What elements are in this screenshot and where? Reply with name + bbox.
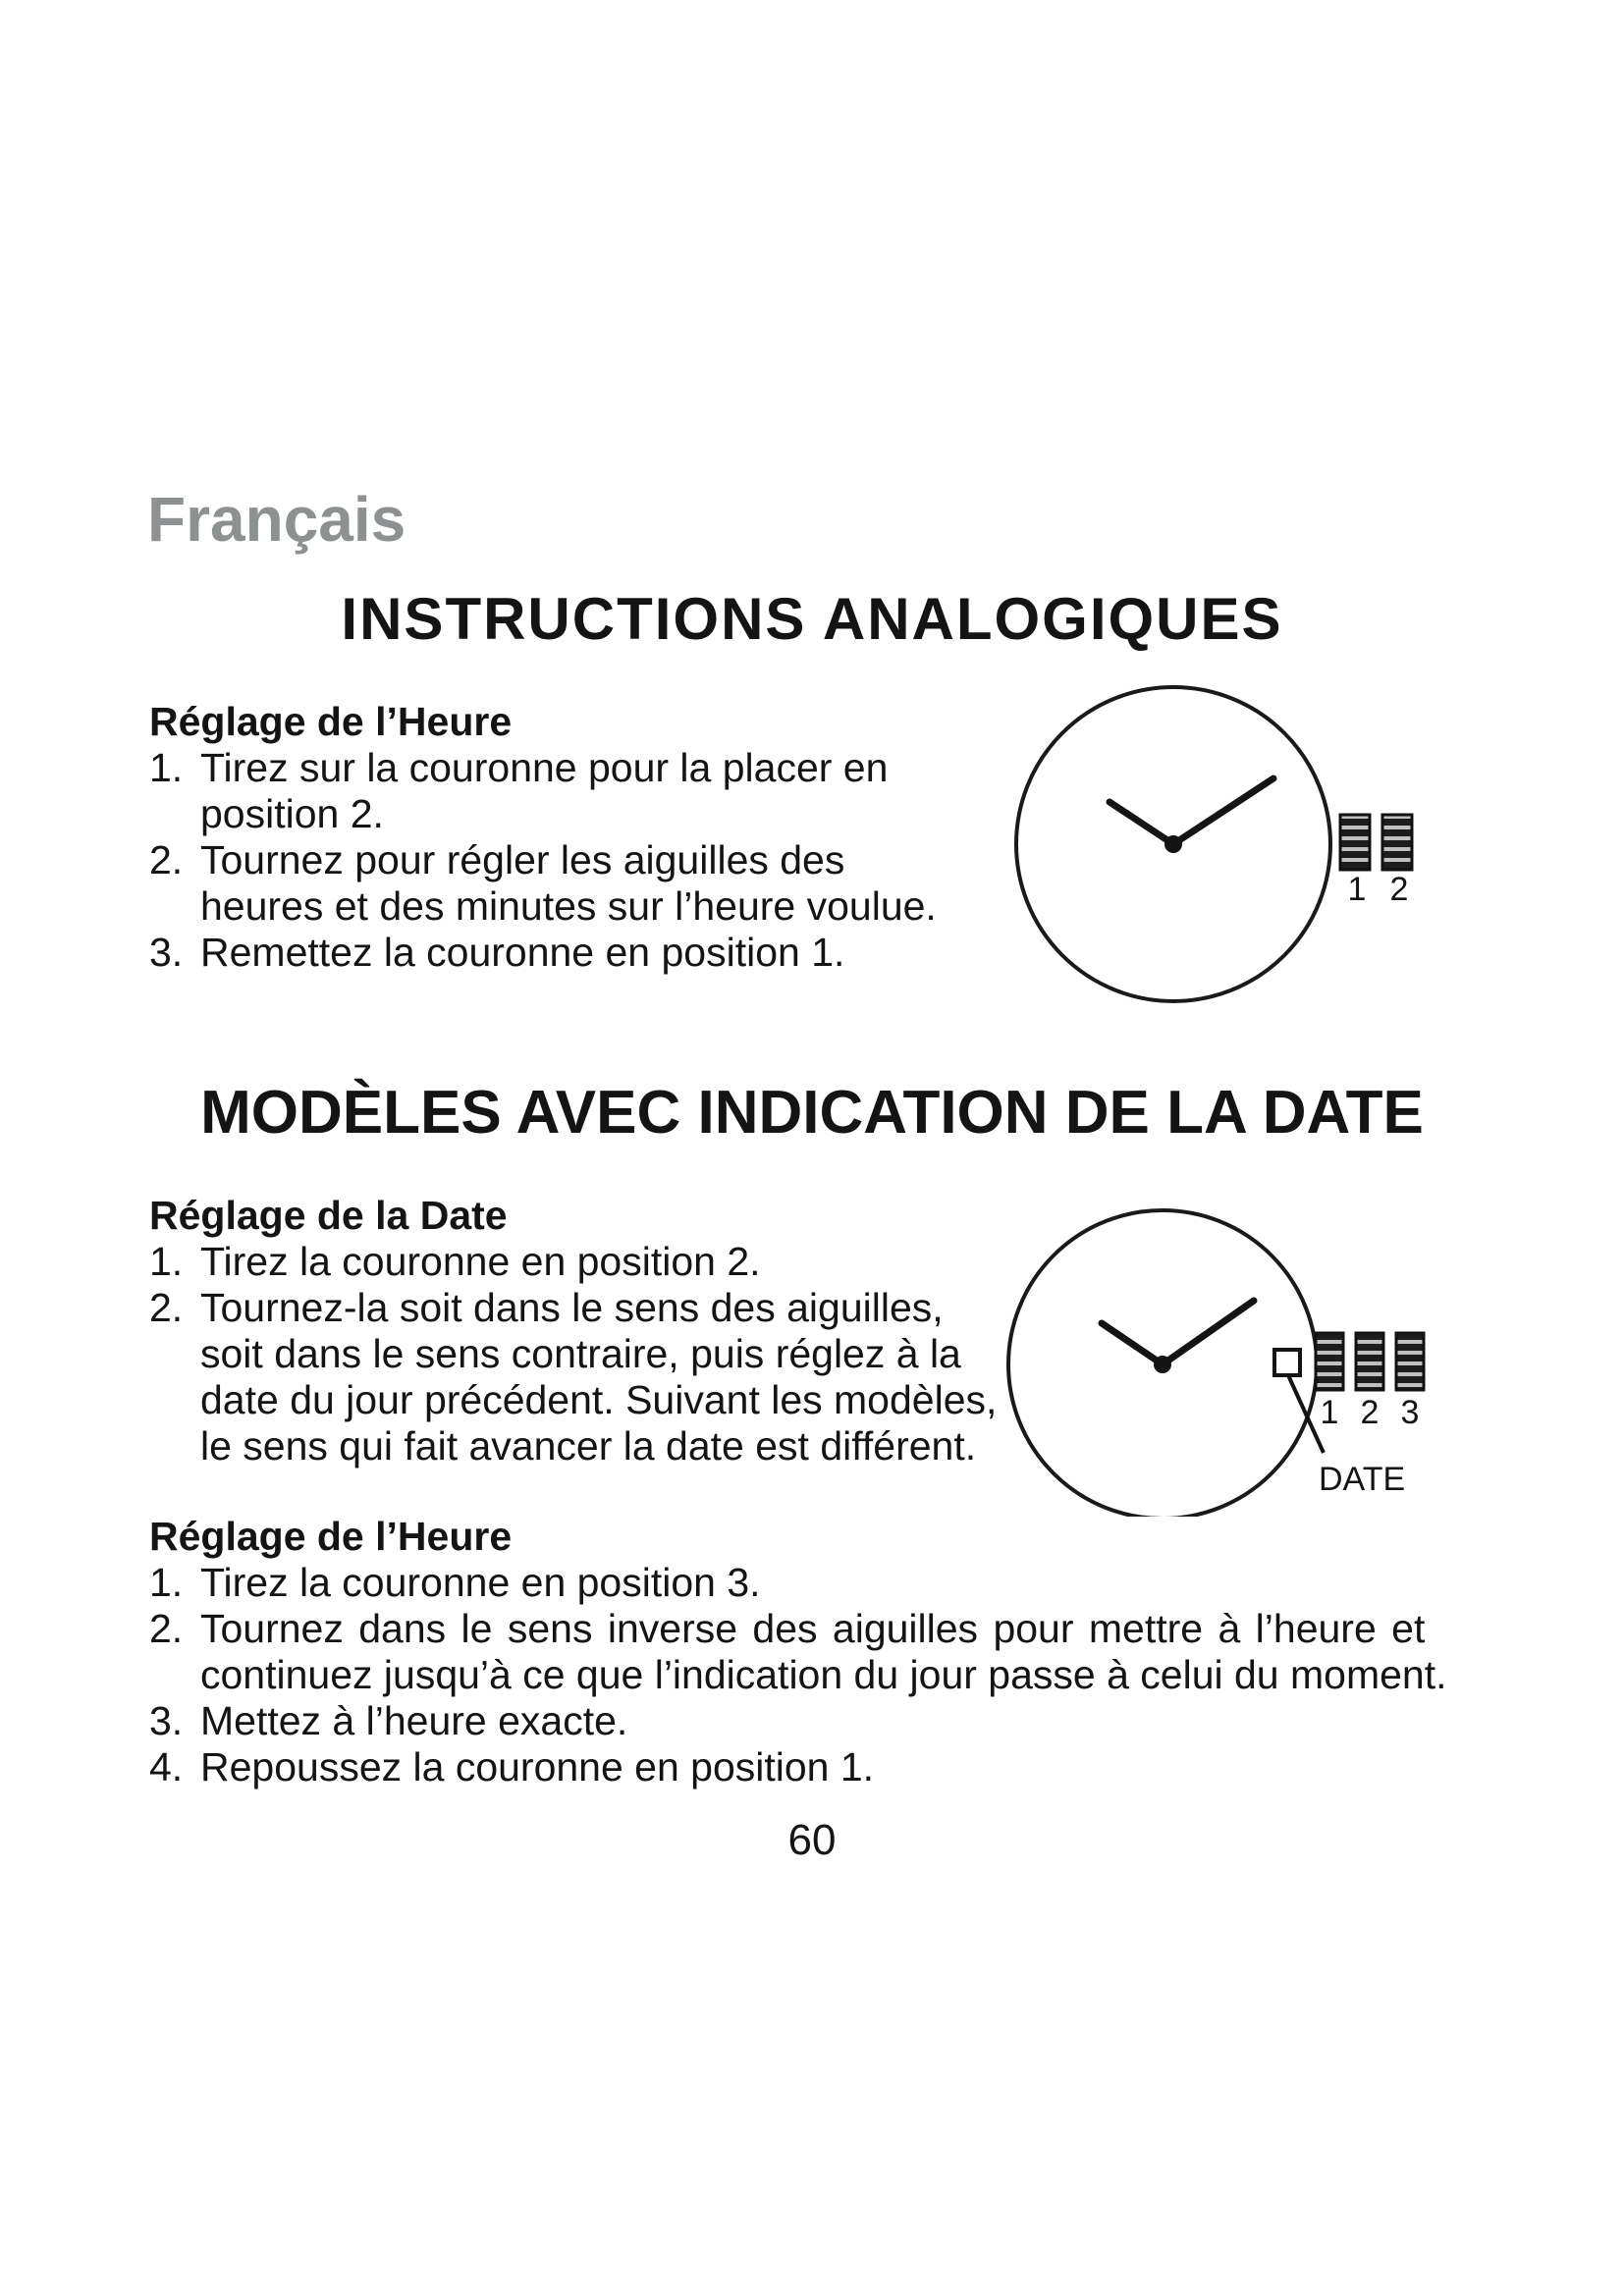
hands-hub [1164, 835, 1182, 853]
item-number: 1. [149, 1560, 184, 1605]
watch-diagram-date [992, 1193, 1473, 1517]
date-window-label: DATE [1319, 1461, 1406, 1498]
item-line: soit dans le sens contraire, puis réglez à la [200, 1331, 961, 1376]
list-item [149, 1698, 1447, 1744]
item-line: continuez jusqu’à ce que l’indication du jour passe à celui du moment. [200, 1652, 1447, 1697]
item-line: position 2. [200, 791, 384, 836]
item-number: 2. [149, 1285, 184, 1330]
item-line: Tournez-la soit dans le sens des aiguilles, [200, 1285, 944, 1330]
date-model-time-setting-block [149, 1514, 1447, 1790]
crown-position-2 [1382, 815, 1412, 870]
crown-position-2-label: 2 [1360, 1394, 1380, 1431]
date-setting-block [149, 1193, 997, 1469]
item-number: 1. [149, 1239, 184, 1284]
section-title-analog: INSTRUCTIONS ANALOGIQUES [341, 586, 1283, 652]
item-line: Tirez la couronne en position 3. [200, 1560, 761, 1605]
list-item [149, 1239, 997, 1285]
section-title-date-models: MODÈLES AVEC INDICATION DE LA DATE [200, 1079, 1424, 1147]
crown-position-1-label: 1 [1347, 871, 1367, 908]
item-line: Tirez la couronne en position 2. [200, 1239, 761, 1284]
item-number: 3. [149, 930, 184, 975]
item-number: 4. [149, 1744, 184, 1789]
list-item [149, 1560, 1447, 1606]
subsection-heading: Réglage de l’Heure [149, 699, 513, 744]
list-item [149, 1285, 997, 1469]
item-line: Repoussez la couronne en position 1. [200, 1744, 875, 1789]
list-item [149, 745, 937, 837]
hands-hub [1154, 1356, 1171, 1373]
crown-position-2-label: 2 [1389, 871, 1409, 908]
item-line: Tirez sur la couronne pour la placer en [200, 745, 889, 790]
language-label: Français [147, 484, 406, 555]
analog-time-setting-block [149, 699, 937, 976]
watch-diagram-analog [992, 667, 1463, 1021]
item-line: Remettez la couronne en position 1. [200, 930, 845, 975]
item-line: Tournez pour régler les aiguilles des [200, 837, 845, 882]
crown-position-1-label: 1 [1320, 1394, 1339, 1431]
item-number: 3. [149, 1698, 184, 1743]
crown-position-2 [1356, 1333, 1383, 1390]
item-line: heures et des minutes sur l’heure voulue. [200, 883, 937, 929]
item-number: 1. [149, 745, 184, 790]
subsection-heading: Réglage de la Date [149, 1193, 508, 1238]
item-line: le sens qui fait avancer la date est différent. [200, 1423, 977, 1468]
item-number: 2. [149, 1606, 184, 1651]
list-item [149, 1744, 1447, 1790]
item-line: Mettez à l’heure exacte. [200, 1698, 628, 1743]
crown-position-3-label: 3 [1400, 1394, 1420, 1431]
subsection-heading: Réglage de l’Heure [149, 1514, 513, 1559]
crown-position-1 [1316, 1333, 1343, 1390]
item-line: date du jour précédent. Suivant les modèles, [200, 1377, 998, 1422]
item-number: 2. [149, 837, 184, 882]
list-item [149, 930, 937, 976]
crown-position-1 [1340, 815, 1370, 870]
list-item [149, 1606, 1447, 1698]
crown-position-3 [1396, 1333, 1424, 1390]
page-number: 60 [787, 1816, 837, 1864]
date-window [1274, 1350, 1300, 1375]
list-item [149, 837, 937, 930]
item-line: Tournez dans le sens inverse des aiguilles pour mettre à l’heure et [200, 1606, 1426, 1651]
